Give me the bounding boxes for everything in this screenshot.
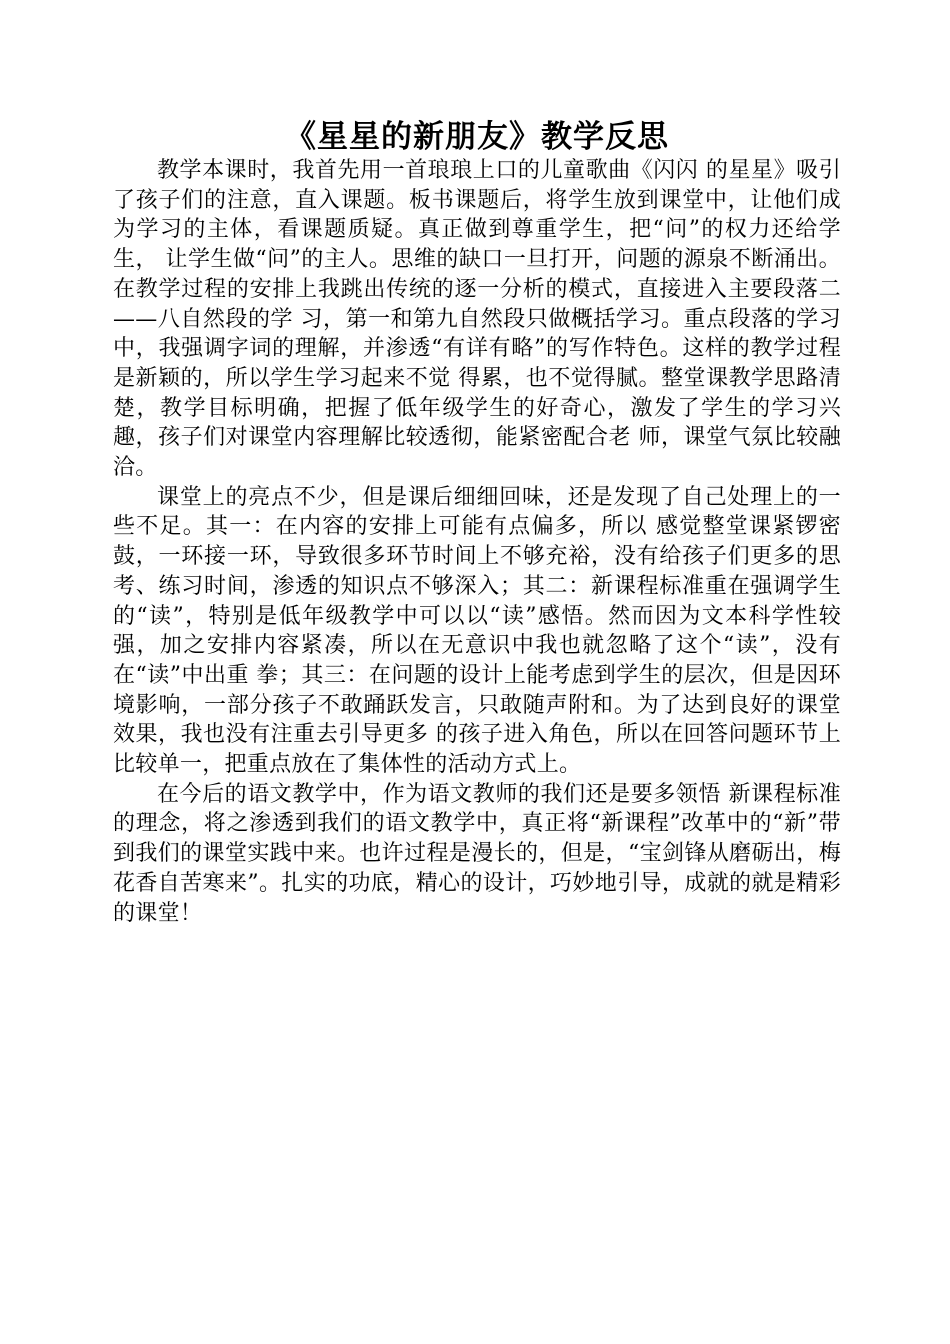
paragraph-2: 课堂上的亮点不少，但是课后细细回味，还是发现了自己处理上的一些不足。其一：在内容的安排上可能有点偏多，所以 感觉整堂课紧锣密鼓，一环接一环，导致很多环节时间上不够充裕，没有给孩子们更多的思考、练习时间，渗透的知识点不够深入；其二：新课程标准重在强调学生 的“读”，特别是低年级教学中可以以“读”感悟。然而因为文本科学性较强，加之安排内容紧凑，所以在无意识中我也就忽略了这个“读”，没有在“读”中出重 拳；其三：在问题的设计上能考虑到学生的层次，但是因环境影响，一部分孩子不敢踊跃发言，只敢随声附和。为了达到良好的课堂效果，我也没有注重去引导更多 的孩子进入角色，所以在回答问题环节上比较单一，把重点放在了集体性的活动方式上。: [113, 484, 841, 778]
document-title: 《星星的新朋友》教学反思: [285, 119, 669, 155]
paragraph-3: 在今后的语文教学中，作为语文教师的我们还是要多领悟 新课程标准的理念，将之渗透到我们的语文教学中，真正将“新课程”改革中的“新”带到我们的课堂实践中来。也许过程是漫长的，但是，“宝剑锋从磨砺出，梅花香自苦寒来”。扎实的功底，精心的设计，巧妙地引导，成就的就是精彩的课堂！: [113, 781, 841, 926]
document-body: [113, 118, 841, 928]
paragraph-1: 教学本课时，我首先用一首琅琅上口的儿童歌曲《闪闪 的星星》吸引了孩子们的注意，直入课题。板书课题后，将学生放到课堂中，让他们成为学习的主体，看课题质疑。真正做到尊重学生，把“问”的权力还给学生， 让学生做“问”的主人。思维的缺口一旦打开，问题的源泉不断涌出。在教学过程的安排上我跳出传统的逐一分析的模式，直接进入主要段落二——八自然段的学 习，第一和第九自然段只做概括学习。重点段落的学习中，我强调字词的理解，并渗透“有详有略”的写作特色。这样的教学过程是新颖的，所以学生学习起来不觉 得累，也不觉得腻。整堂课教学思路清楚，教学目标明确，把握了低年级学生的好奇心，激发了学生的学习兴趣，孩子们对课堂内容理解比较透彻，能紧密配合老 师，课堂气氛比较融洽。: [113, 158, 841, 481]
